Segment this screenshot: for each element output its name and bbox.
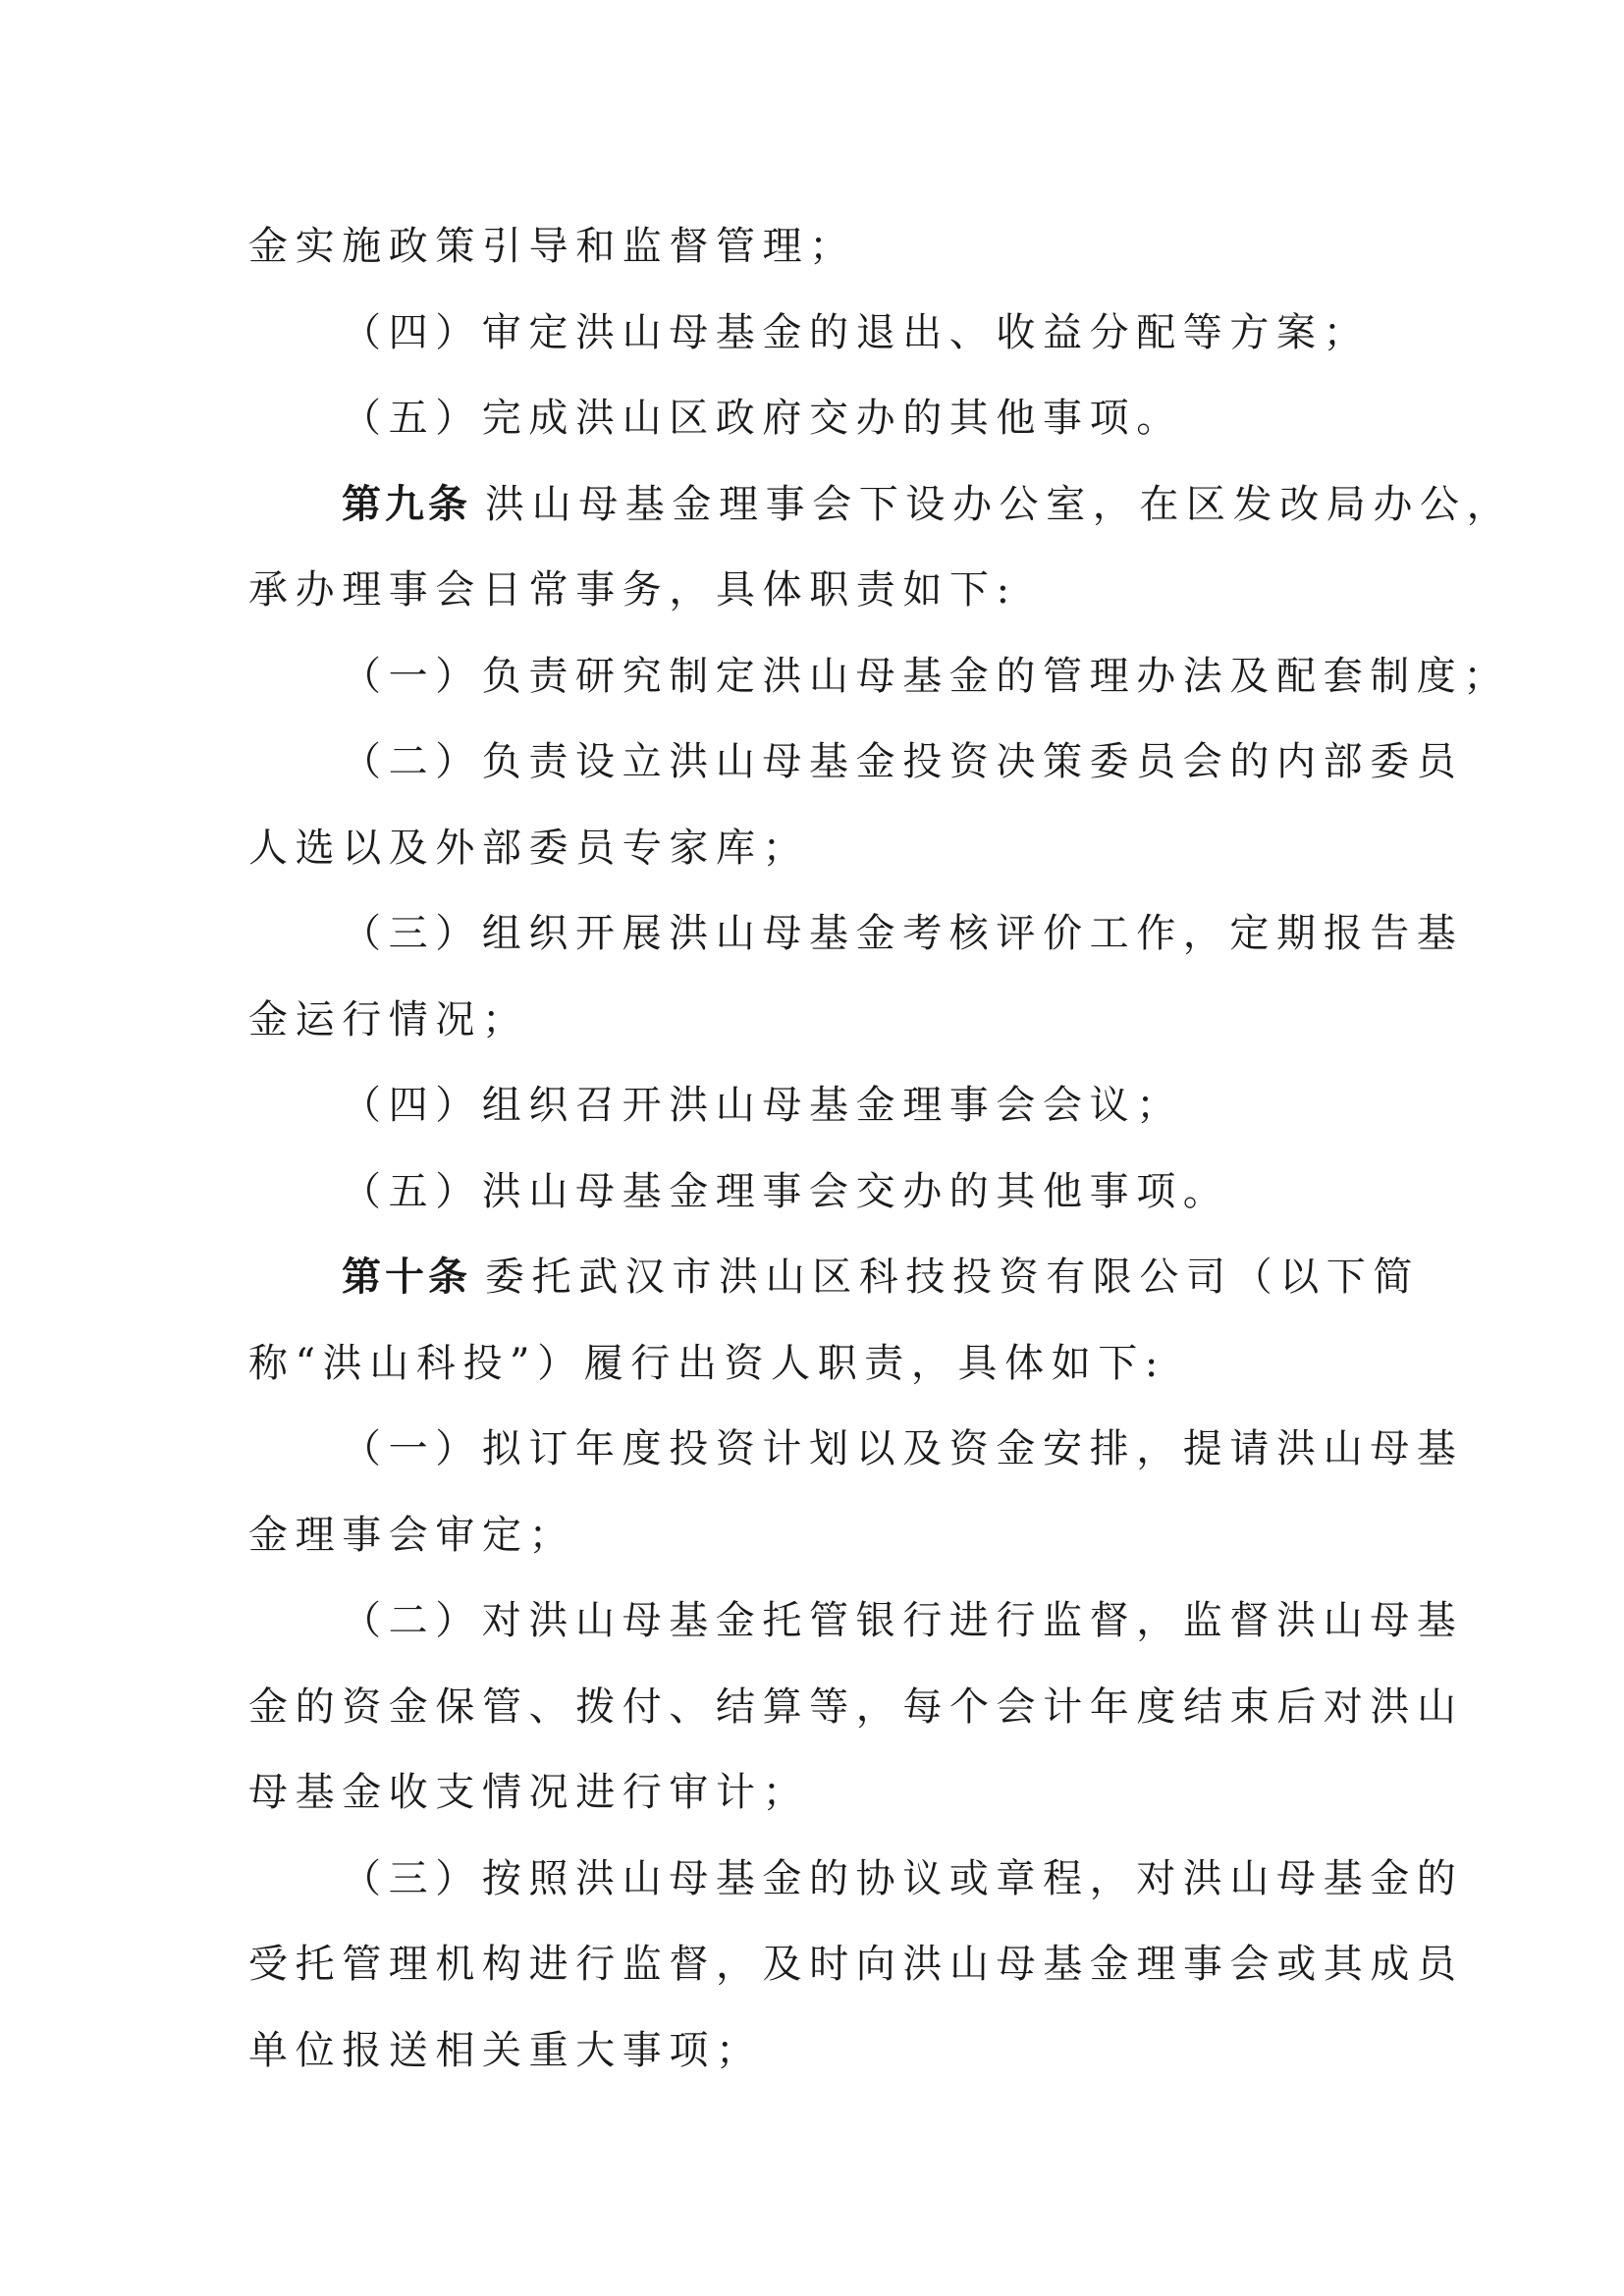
paragraph-line — [248, 548, 1387, 634]
line-text: （四）组织召开洪山母基金理事会会议； — [342, 1083, 1183, 1128]
paragraph-line — [248, 2008, 1387, 2095]
line-text: 承办理事会日常事务，具体职责如下: — [248, 567, 1017, 613]
line-text: 洪山母基金理事会下设办公室，在区发改局办公， — [485, 481, 1514, 527]
paragraph-line — [248, 978, 1387, 1064]
line-text: （一）负责研究制定洪山母基金的管理办法及配套制度； — [342, 653, 1510, 699]
paragraph-line — [248, 1321, 1387, 1408]
paragraph-line — [248, 1578, 1464, 1665]
article-9-line — [248, 462, 1514, 549]
line-text: （三）组织开展洪山母基金考核评价工作，定期报告基 — [342, 911, 1464, 956]
line-text: 委托武汉市洪山区科技投资有限公司（以下简 — [485, 1255, 1420, 1300]
paragraph-line — [248, 204, 1387, 291]
line-text: 金的资金保管、拨付、结算等，每个会计年度结束后对洪山 — [248, 1683, 1464, 1730]
paragraph-line — [248, 634, 1510, 721]
line-text: （二）负责设立洪山母基金投资决策委员会的内部委员 — [342, 739, 1464, 784]
line-text: 金实施政策引导和监督管理； — [248, 224, 856, 269]
paragraph-line — [248, 891, 1464, 978]
line-text: （五）洪山母基金理事会交办的其他事项。 — [342, 1168, 1230, 1214]
line-text: （一）拟订年度投资计划以及资金安排，提请洪山母基 — [342, 1426, 1464, 1471]
paragraph-line — [248, 1063, 1387, 1149]
line-text: （二）对洪山母基金托管银行进行监督，监督洪山母基 — [342, 1598, 1464, 1643]
paragraph-line — [248, 376, 1387, 462]
paragraph-line — [248, 1149, 1387, 1236]
line-text: 金运行情况； — [248, 996, 529, 1042]
line-text: 受托管理机构进行监督，及时向洪山母基金理事会或其成员 — [248, 1942, 1464, 1987]
line-text: （五）完成洪山区政府交办的其他事项。 — [342, 396, 1183, 441]
paragraph-line — [248, 1493, 1387, 1579]
paragraph-line — [248, 1750, 1387, 1837]
paragraph-line — [248, 1922, 1464, 2008]
line-text: 金理事会审定； — [248, 1512, 576, 1558]
line-text: 母基金收支情况进行审计； — [248, 1770, 810, 1815]
paragraph-line — [248, 1665, 1464, 1751]
line-text: 人选以及外部委员专家库； — [248, 825, 810, 871]
paragraph-line — [248, 720, 1464, 806]
paragraph-line — [248, 1837, 1464, 1923]
paragraph-line — [248, 806, 1387, 892]
line-text: （三）按照洪山母基金的协议或章程，对洪山母基金的 — [342, 1855, 1464, 1901]
line-text: 称“洪山科投”）履行出资人职责，具体如下: — [248, 1340, 1165, 1386]
article-heading: 第十条 — [342, 1255, 471, 1300]
line-text: 单位报送相关重大事项； — [248, 2027, 763, 2073]
article-10-line — [248, 1235, 1420, 1321]
document-body — [248, 204, 1514, 2094]
article-heading: 第九条 — [342, 481, 471, 527]
line-text: （四）审定洪山母基金的退出、收益分配等方案； — [342, 309, 1371, 355]
paragraph-line — [248, 291, 1387, 377]
paragraph-line — [248, 1407, 1464, 1493]
